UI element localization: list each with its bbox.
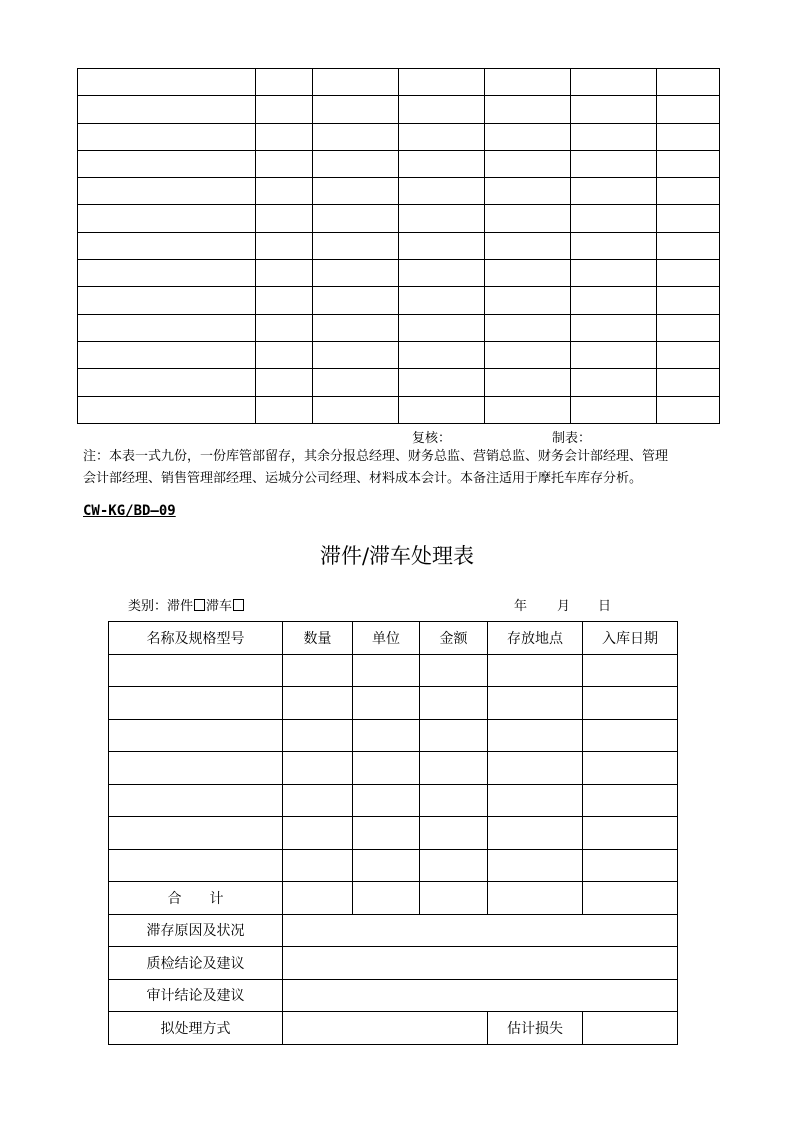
audit-label: 审计结论及建议 — [109, 979, 283, 1012]
form-table-cell[interactable] — [420, 654, 488, 687]
form-table-cell[interactable] — [420, 752, 488, 785]
form-table-cell[interactable] — [488, 849, 583, 882]
checkbox-stagnant-vehicles[interactable] — [233, 599, 244, 611]
date-month: 月 — [557, 599, 571, 614]
reason-label: 滞存原因及状况 — [109, 914, 283, 947]
total-date-cell[interactable] — [583, 882, 678, 915]
inventory-table-cell[interactable] — [78, 96, 256, 123]
form-table-cell[interactable] — [283, 784, 353, 817]
inventory-table-cell[interactable] — [657, 232, 720, 259]
inventory-table-cell[interactable] — [399, 369, 485, 396]
form-table-cell[interactable] — [420, 719, 488, 752]
form-table-cell[interactable] — [488, 719, 583, 752]
inventory-table-cell[interactable] — [313, 150, 399, 177]
inventory-table-cell[interactable] — [657, 260, 720, 287]
form-table-cell[interactable] — [420, 784, 488, 817]
inventory-table-cell[interactable] — [78, 369, 256, 396]
inventory-table-cell[interactable] — [657, 341, 720, 368]
inventory-table-cell[interactable] — [485, 341, 571, 368]
form-table-cell[interactable] — [109, 719, 283, 752]
inventory-table-cell[interactable] — [256, 178, 313, 205]
inventory-table-cell[interactable] — [657, 178, 720, 205]
form-table-row — [109, 654, 678, 687]
form-table-cell[interactable] — [420, 817, 488, 850]
inventory-table-row — [78, 69, 720, 96]
inventory-table-cell[interactable] — [657, 205, 720, 232]
inventory-table-cell[interactable] — [571, 232, 657, 259]
inventory-table-cell[interactable] — [571, 369, 657, 396]
inventory-table-cell[interactable] — [571, 396, 657, 423]
inventory-table-cell[interactable] — [256, 69, 313, 96]
form-table-row — [109, 687, 678, 720]
inventory-table-cell[interactable] — [399, 314, 485, 341]
form-table-cell[interactable] — [109, 784, 283, 817]
inventory-table-cell[interactable] — [399, 287, 485, 314]
form-table-cell[interactable] — [353, 849, 420, 882]
inventory-table-cell[interactable] — [313, 96, 399, 123]
inventory-table-cell[interactable] — [485, 287, 571, 314]
header-name-spec: 名称及规格型号 — [109, 622, 283, 655]
form-table-cell[interactable] — [353, 654, 420, 687]
inventory-table-cell[interactable] — [256, 369, 313, 396]
qc-cell[interactable] — [283, 947, 678, 980]
form-table-cell[interactable] — [583, 654, 678, 687]
form-title: 滞件/滞车处理表 — [319, 544, 475, 568]
inventory-table-cell[interactable] — [657, 287, 720, 314]
inventory-table-cell[interactable] — [256, 287, 313, 314]
total-label: 合 计 — [109, 882, 283, 915]
inventory-table-row — [78, 341, 720, 368]
audit-cell[interactable] — [283, 979, 678, 1012]
inventory-table-cell[interactable] — [399, 341, 485, 368]
inventory-table-cell[interactable] — [78, 232, 256, 259]
form-table-cell[interactable] — [109, 654, 283, 687]
inventory-table-row — [78, 287, 720, 314]
form-table-cell[interactable] — [353, 784, 420, 817]
form-table-cell[interactable] — [353, 752, 420, 785]
inventory-table-cell[interactable] — [657, 150, 720, 177]
inventory-table-cell[interactable] — [571, 314, 657, 341]
inventory-table-cell[interactable] — [78, 287, 256, 314]
inventory-table-cell[interactable] — [485, 205, 571, 232]
form-table-row — [109, 719, 678, 752]
inventory-table-cell[interactable] — [657, 96, 720, 123]
inventory-table-cell[interactable] — [313, 314, 399, 341]
form-table-cell[interactable] — [283, 719, 353, 752]
inventory-table-cell[interactable] — [571, 178, 657, 205]
header-row — [109, 622, 678, 655]
inventory-table-cell[interactable] — [399, 96, 485, 123]
inventory-table-cell[interactable] — [313, 341, 399, 368]
inventory-table-cell[interactable] — [78, 341, 256, 368]
category-selector — [128, 595, 245, 614]
form-table-cell[interactable] — [353, 817, 420, 850]
inventory-table-cell[interactable] — [485, 260, 571, 287]
inventory-table-cell[interactable] — [399, 150, 485, 177]
inventory-table-row — [78, 178, 720, 205]
header-amount: 金额 — [420, 622, 488, 655]
form-table-cell[interactable] — [420, 849, 488, 882]
inventory-table-cell[interactable] — [78, 69, 256, 96]
inventory-table-cell[interactable] — [313, 205, 399, 232]
method-cell[interactable] — [283, 1012, 488, 1045]
inventory-table-cell[interactable] — [256, 232, 313, 259]
inventory-table-cell[interactable] — [256, 341, 313, 368]
inventory-table-cell[interactable] — [399, 123, 485, 150]
form-table-cell[interactable] — [583, 817, 678, 850]
form-table-cell[interactable] — [353, 719, 420, 752]
inventory-table-cell[interactable] — [78, 396, 256, 423]
loss-label: 估计损失 — [488, 1012, 583, 1045]
inventory-table-row — [78, 123, 720, 150]
form-table-cell[interactable] — [353, 687, 420, 720]
inventory-table-cell[interactable] — [657, 123, 720, 150]
inventory-table-cell[interactable] — [485, 396, 571, 423]
inventory-table-cell[interactable] — [485, 69, 571, 96]
inventory-table-cell[interactable] — [399, 260, 485, 287]
note-line-1: 注：本表一式九份，一份库管部留存，其余分报总经理、财务总监、营销总监、财务会计部经理、管理 — [83, 449, 669, 464]
inventory-table-cell[interactable] — [313, 369, 399, 396]
inventory-table-cell[interactable] — [571, 96, 657, 123]
inventory-table-cell[interactable] — [313, 178, 399, 205]
disposal-form-table — [108, 621, 678, 1045]
inventory-table-cell[interactable] — [485, 232, 571, 259]
inventory-table-cell[interactable] — [657, 369, 720, 396]
header-unit: 单位 — [353, 622, 420, 655]
inventory-table-cell[interactable] — [571, 69, 657, 96]
form-code: CW-KG/BD—09 — [83, 503, 176, 519]
category-label: 类别： — [128, 599, 168, 614]
inventory-table-cell[interactable] — [399, 232, 485, 259]
inventory-table-cell[interactable] — [657, 314, 720, 341]
form-table-cell[interactable] — [488, 654, 583, 687]
reason-cell[interactable] — [283, 914, 678, 947]
inventory-table-cell[interactable] — [571, 260, 657, 287]
form-table-cell[interactable] — [488, 687, 583, 720]
reason-row — [109, 914, 678, 947]
inventory-table-cell[interactable] — [399, 396, 485, 423]
inventory-table-cell[interactable] — [399, 205, 485, 232]
inventory-table-row — [78, 150, 720, 177]
inventory-table-cell[interactable] — [256, 396, 313, 423]
form-table-cell[interactable] — [420, 687, 488, 720]
form-table-cell[interactable] — [109, 687, 283, 720]
form-table-cell[interactable] — [283, 687, 353, 720]
inventory-table-cell[interactable] — [313, 287, 399, 314]
form-table-cell[interactable] — [283, 817, 353, 850]
option-stagnant-vehicles: 滞车 — [206, 599, 233, 614]
header-storage-date: 入库日期 — [583, 622, 678, 655]
form-table-row — [109, 849, 678, 882]
inventory-table-cell[interactable] — [256, 150, 313, 177]
total-row — [109, 882, 678, 915]
form-table-cell[interactable] — [283, 752, 353, 785]
form-table-cell[interactable] — [583, 784, 678, 817]
inventory-table-cell[interactable] — [313, 123, 399, 150]
inventory-table-cell[interactable] — [571, 287, 657, 314]
inventory-table-cell[interactable] — [399, 178, 485, 205]
total-quantity-cell[interactable] — [283, 882, 353, 915]
form-table-cell[interactable] — [488, 784, 583, 817]
inventory-table-cell[interactable] — [657, 69, 720, 96]
form-table-cell[interactable] — [583, 687, 678, 720]
inventory-table-cell[interactable] — [571, 150, 657, 177]
checkbox-stagnant-parts[interactable] — [194, 599, 205, 611]
form-table-cell[interactable] — [488, 817, 583, 850]
qc-label: 质检结论及建议 — [109, 947, 283, 980]
inventory-table-cell[interactable] — [78, 123, 256, 150]
inventory-table-cell[interactable] — [571, 341, 657, 368]
method-label: 拟处理方式 — [109, 1012, 283, 1045]
inventory-table-row — [78, 314, 720, 341]
form-table-cell[interactable] — [109, 849, 283, 882]
note-line-2: 会计部经理、销售管理部经理、运城分公司经理、材料成本会计。本备注适用于摩托车库存分析。 — [83, 471, 643, 486]
form-table-cell[interactable] — [109, 752, 283, 785]
inventory-table-cell[interactable] — [485, 123, 571, 150]
inventory-table-cell[interactable] — [256, 123, 313, 150]
inventory-table-cell[interactable] — [256, 260, 313, 287]
date-year: 年 — [514, 599, 528, 614]
form-table-cell[interactable] — [283, 654, 353, 687]
inventory-table-cell[interactable] — [485, 96, 571, 123]
form-table-cell[interactable] — [283, 849, 353, 882]
form-table-cell[interactable] — [583, 719, 678, 752]
inventory-table-cell[interactable] — [657, 396, 720, 423]
method-row — [109, 1012, 678, 1045]
total-amount-cell[interactable] — [420, 882, 488, 915]
review-label: 复核： — [412, 431, 452, 446]
form-table-cell[interactable] — [109, 817, 283, 850]
maker-label: 制表： — [552, 431, 592, 446]
inventory-table-cell[interactable] — [313, 69, 399, 96]
inventory-table-row — [78, 396, 720, 423]
qc-row — [109, 947, 678, 980]
inventory-table-cell[interactable] — [78, 178, 256, 205]
inventory-table-cell[interactable] — [313, 260, 399, 287]
inventory-table-row — [78, 205, 720, 232]
inventory-table-cell[interactable] — [78, 314, 256, 341]
inventory-table-cell[interactable] — [78, 205, 256, 232]
inventory-table-cell[interactable] — [256, 96, 313, 123]
form-table-cell[interactable] — [488, 752, 583, 785]
inventory-table-row — [78, 260, 720, 287]
header-quantity: 数量 — [283, 622, 353, 655]
inventory-table-cell[interactable] — [256, 314, 313, 341]
inventory-table-cell[interactable] — [399, 69, 485, 96]
inventory-table-row — [78, 232, 720, 259]
inventory-table-cell[interactable] — [78, 260, 256, 287]
date-day: 日 — [598, 599, 612, 614]
form-table-cell[interactable] — [583, 849, 678, 882]
inventory-table-cell[interactable] — [256, 205, 313, 232]
header-location: 存放地点 — [488, 622, 583, 655]
inventory-table-cell[interactable] — [485, 369, 571, 396]
option-stagnant-parts: 滞件 — [167, 599, 194, 614]
inventory-table-cell[interactable] — [485, 314, 571, 341]
inventory-table-cell[interactable] — [485, 178, 571, 205]
inventory-table — [77, 68, 720, 424]
total-location-cell[interactable] — [488, 882, 583, 915]
inventory-table-cell[interactable] — [313, 396, 399, 423]
audit-row — [109, 979, 678, 1012]
inventory-table-cell[interactable] — [485, 150, 571, 177]
loss-cell[interactable] — [583, 1012, 678, 1045]
inventory-table-cell[interactable] — [571, 205, 657, 232]
inventory-table-row — [78, 96, 720, 123]
form-table-row — [109, 784, 678, 817]
inventory-table-row — [78, 369, 720, 396]
form-table-row — [109, 817, 678, 850]
inventory-table-cell[interactable] — [78, 150, 256, 177]
inventory-table-cell[interactable] — [313, 232, 399, 259]
total-unit-cell[interactable] — [353, 882, 420, 915]
form-table-row — [109, 752, 678, 785]
form-table-cell[interactable] — [583, 752, 678, 785]
inventory-table-cell[interactable] — [571, 123, 657, 150]
